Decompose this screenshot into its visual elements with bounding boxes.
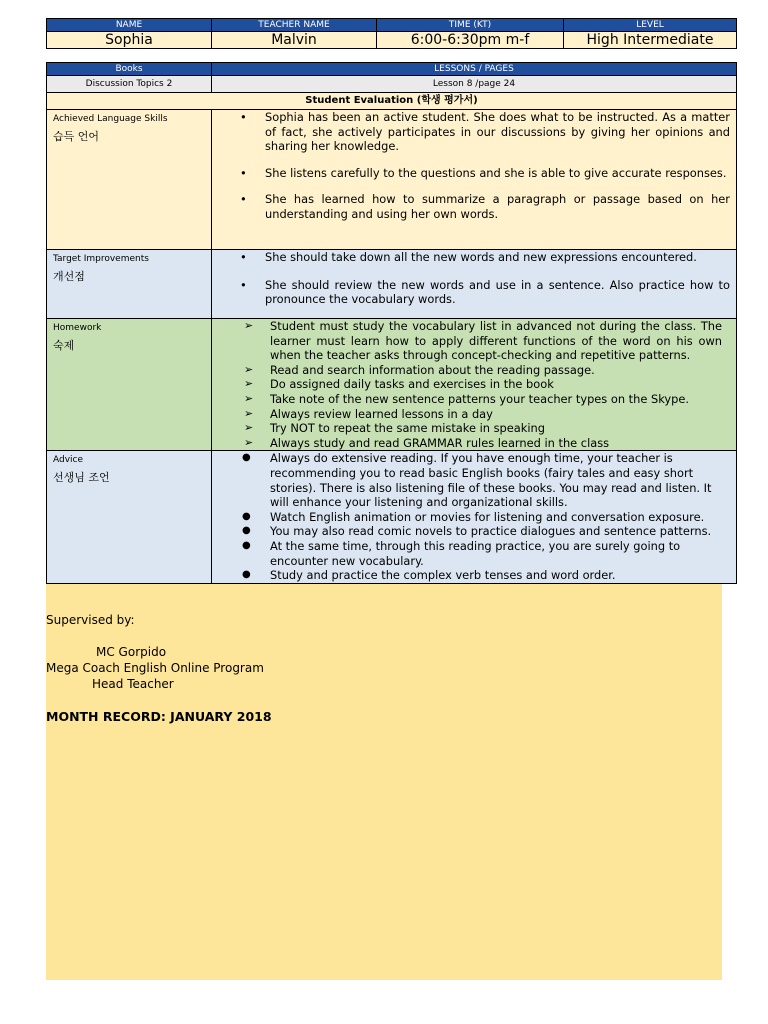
advice-label-ko: 선생님 조언 [53,470,110,484]
achieved-content [212,110,737,250]
section-title: Student Evaluation (학생 평가서) [47,93,737,110]
evaluation-table [46,62,737,584]
list-item: ● Always do extensive reading. If you have enough time, your teacher is recommending you to read basic English books (fairy tales and easy short stories). There is also listening file of these books. You may read and listen. It will enhance your listening and organizational skills. [212,451,736,509]
list-item: ➢ Try NOT to repeat the same mistake in speaking [212,421,736,436]
supervisor-role: Head Teacher [92,677,174,691]
program-name: Mega Coach English Online Program [46,661,264,675]
yellow-background-panel [46,584,722,980]
student-info-table [46,18,737,49]
lesson-page: Lesson 8 /page 24 [212,76,737,93]
list-item: ➢ Read and search information about the reading passage. [212,363,736,378]
list-item: • She should take down all the new words and new expressions encountered. [212,250,736,265]
list-item: • She should review the new words and use in a sentence. Also practice how to pronounce the vocabulary words. [212,278,736,307]
time-header: TIME (KT) [377,19,564,32]
student-name: Sophia [47,32,212,49]
list-item: ➢ Take note of the new sentence patterns your teacher types on the Skype. [212,392,736,407]
list-item: ➢ Always study and read GRAMMAR rules learned in the class [212,436,736,451]
list-item: ➢ Do assigned daily tasks and exercises in the book [212,377,736,392]
list-item: • She listens carefully to the questions and she is able to give accurate responses. [212,166,736,181]
improvements-label-cell [47,250,212,319]
teacher-name: Malvin [212,32,377,49]
improvements-label-ko: 개선점 [53,269,85,283]
student-level: High Intermediate [564,32,737,49]
list-item: ● At the same time, through this reading practice, you are surely going to encounter new vocabulary. [212,539,736,568]
books-header: Books [47,63,212,76]
homework-label-cell [47,319,212,451]
homework-label: Homework [53,323,102,333]
lessons-header: LESSONS / PAGES [212,63,737,76]
homework-label-ko: 숙제 [53,338,75,352]
homework-content [212,319,737,451]
book-title: Discussion Topics 2 [47,76,212,93]
list-item: ● Watch English animation or movies for listening and conversation exposure. [212,510,736,525]
list-item: • She has learned how to summarize a paragraph or passage based on her understanding and using her own words. [212,192,736,221]
advice-label-cell [47,451,212,583]
teacher-name-header: TEACHER NAME [212,19,377,32]
supervised-by: Supervised by: [46,613,135,627]
achieved-label-ko: 습득 언어 [53,129,100,143]
target-improvements-row [47,250,737,319]
advice-row [47,451,737,583]
improvements-content [212,250,737,319]
name-header: NAME [47,19,212,32]
homework-row [47,319,737,451]
level-header: LEVEL [564,19,737,32]
class-time: 6:00-6:30pm m-f [377,32,564,49]
supervisor-name: MC Gorpido [96,645,167,659]
achieved-label-cell [47,110,212,250]
improvements-label: Target Improvements [53,254,149,264]
list-item: ➢ Student must study the vocabulary list in advanced not during the class. The learner must learn how to apply different functions of the word on his own when the teacher asks through concept-checking and repetitive patterns. [212,319,736,363]
list-item: ● You may also read comic novels to practice dialogues and sentence patterns. [212,524,736,539]
list-item: • Sophia has been an active student. She does what to be instructed. As a matter of fact, she actively participates in our discussions by giving her opinions and sharing her knowledge. [212,110,736,154]
list-item: ● Study and practice the complex verb tenses and word order. [212,568,736,583]
month-record: MONTH RECORD: JANUARY 2018 [46,709,272,724]
advice-label: Advice [53,455,84,466]
achieved-skills-row [47,110,737,250]
list-item: ➢ Always review learned lessons in a day [212,407,736,422]
advice-content [212,451,737,583]
achieved-label: Achieved Language Skills [53,114,168,124]
